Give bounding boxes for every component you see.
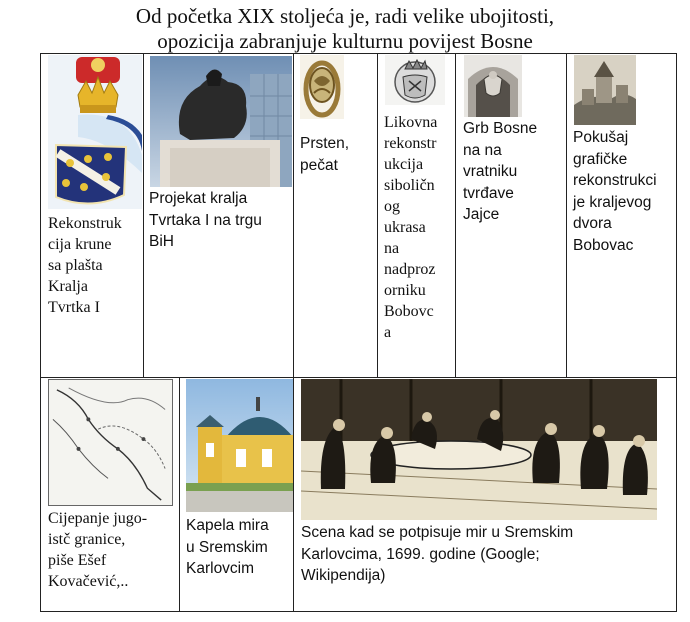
caption-line: nadproz: [384, 261, 436, 278]
col-divider: [179, 377, 180, 612]
jajce-gate-image: [464, 55, 522, 117]
caption-line: Wikipendija): [301, 567, 386, 584]
caption-line: cija krune: [48, 236, 112, 253]
caption-chapel: [186, 515, 269, 580]
caption-line: rekonstr: [384, 135, 437, 152]
document-title: [0, 4, 690, 54]
lintel-emblem-image: [385, 55, 445, 105]
caption-line: Rekonstruk: [48, 215, 122, 232]
caption-line: Scena kad se potpisuje mir u Sremskim: [301, 524, 574, 541]
title-line-2: opozicija zabranjuje kulturnu povijest Bosne: [157, 29, 533, 53]
caption-line: Tvrtka I: [48, 299, 100, 316]
col-divider: [566, 53, 567, 377]
caption-line: rekonstrukci: [573, 172, 657, 189]
crown-coat-of-arms-image: [48, 55, 142, 209]
caption-line: Kralja: [48, 278, 88, 295]
caption-line: og: [384, 198, 400, 215]
caption-line: na na: [463, 141, 502, 159]
caption-lintel: [384, 112, 437, 343]
caption-line: tvrđave: [463, 184, 514, 202]
caption-line: Bobovc: [384, 303, 434, 320]
caption-map: [48, 508, 147, 592]
row-divider: [40, 377, 677, 378]
caption-line: vratniku: [463, 163, 518, 180]
caption-line: piše Ešef: [48, 552, 107, 569]
chapel-image: [186, 379, 293, 512]
col-divider: [377, 53, 378, 377]
caption-line: Bobovac: [573, 236, 634, 254]
bobovac-castle-image: [574, 55, 636, 125]
caption-line: dvora: [573, 215, 612, 232]
caption-line: Likovna: [384, 114, 438, 131]
caption-line: Jajce: [463, 206, 500, 223]
caption-line: Kapela mira: [186, 517, 269, 534]
col-divider: [455, 53, 456, 377]
col-divider: [143, 53, 144, 377]
caption-line: Cijepanje jugo-: [48, 510, 148, 527]
caption-ring: [300, 133, 349, 176]
statue-image: [150, 56, 292, 187]
caption-line: Prsten,: [300, 135, 350, 152]
caption-line: ukrasa: [384, 219, 426, 236]
caption-line: siboličn: [384, 177, 435, 194]
caption-line: je kraljevog: [573, 193, 652, 211]
caption-line: na: [384, 240, 400, 257]
col-divider: [293, 53, 294, 377]
caption-line: BiH: [149, 233, 174, 250]
treaty-signing-image: [301, 379, 657, 520]
caption-treaty: [301, 522, 573, 587]
caption-line: Pokušaj: [573, 129, 629, 146]
caption-crown: [48, 213, 122, 318]
caption-line: Grb Bosne: [463, 120, 538, 137]
col-divider: [293, 377, 294, 612]
caption-jajce: [463, 118, 537, 226]
caption-line: Karlovcim: [186, 560, 255, 577]
caption-line: orniku: [384, 282, 426, 299]
caption-bobovac: [573, 127, 657, 256]
caption-statue: [149, 188, 262, 253]
caption-line: istč granice,: [48, 531, 126, 548]
border-map-image: [48, 379, 173, 506]
ring-seal-image: [300, 55, 344, 119]
caption-line: pečat: [300, 156, 338, 174]
caption-line: grafičke: [573, 150, 628, 168]
caption-line: Kovačević,..: [48, 573, 129, 590]
caption-line: u Sremskim: [186, 538, 268, 556]
caption-line: ukcija: [384, 156, 424, 173]
caption-line: sa plašta: [48, 257, 103, 274]
caption-line: Tvrtaka I na trgu: [149, 211, 262, 229]
caption-line: Karlovcima, 1699. godine (Google;: [301, 545, 540, 563]
caption-line: a: [384, 324, 392, 341]
title-line-1: Od početka XIX stoljeća je, radi velike ubojitosti,: [135, 4, 555, 28]
caption-line: Projekat kralja: [149, 190, 248, 207]
